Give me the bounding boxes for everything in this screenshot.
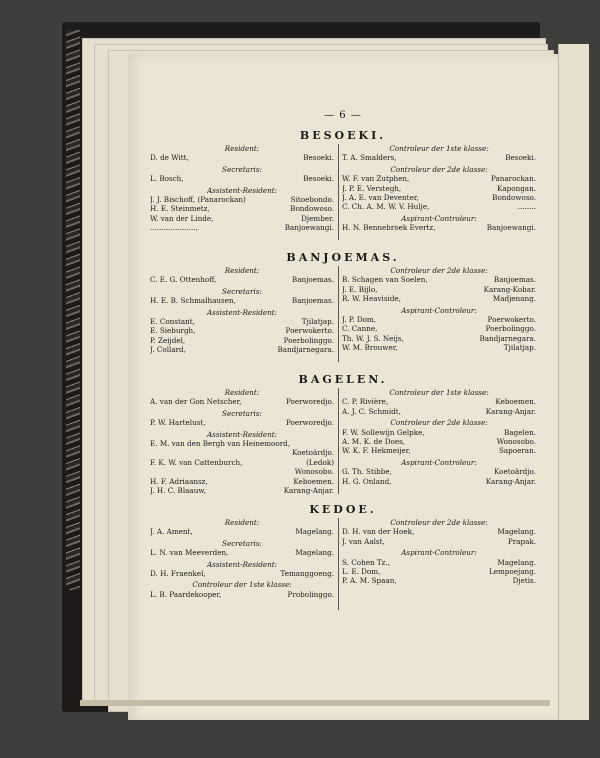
rank-heading: Secretaris: [222, 538, 262, 548]
location-continuation: Wonosobo. [294, 467, 334, 477]
right-column [342, 518, 536, 586]
rank-heading: Resident: [224, 388, 260, 397]
official-name: D. H. van der Hoek, [342, 527, 415, 537]
rank-heading: Secretaris: [222, 164, 262, 174]
official-location: Sapoeran. [498, 446, 536, 456]
official-location: Banjoemas. [493, 275, 536, 285]
official-name: A. van der Gon Netscher, [150, 397, 242, 407]
official-name: J. J. Bischoff, (Panarockan) [150, 195, 246, 205]
official-name: C. Ch. A. M. W. V. Hulje, [342, 202, 430, 212]
official-name: J. E. Bijlo, [342, 284, 378, 294]
official-name: H. G. Onland, [342, 476, 392, 486]
rank-heading: Assistent-Resident: [206, 307, 278, 317]
official-entry [342, 334, 536, 343]
rank-heading: Aspirant-Controleur: [401, 213, 477, 223]
page-stack-bottom [80, 700, 550, 706]
official-entry [342, 294, 536, 303]
rank-heading: Controleur der 2de klasse: [390, 164, 488, 174]
official-entry [342, 315, 536, 324]
section-kedoe [128, 502, 558, 610]
official-location: Djember. [301, 213, 334, 223]
column-divider [338, 144, 339, 240]
official-location: Karang-Anjar. [485, 476, 536, 486]
official-location: Bondowoso. [290, 204, 334, 214]
rank-heading: Aspirant-Controleur: [401, 548, 477, 558]
official-entry [342, 285, 536, 294]
official-entry [150, 153, 334, 162]
right-column [342, 144, 536, 233]
official-entry [150, 458, 334, 467]
official-entry [342, 174, 536, 183]
official-name: L. Bosch, [150, 174, 184, 184]
section-bagelen [128, 372, 558, 494]
official-location: Banjoemas. [291, 275, 334, 285]
official-entry [150, 336, 334, 345]
official-name: J. Collard, [150, 345, 186, 355]
official-entry [150, 195, 334, 204]
official-name: J. P. Dom, [342, 315, 377, 325]
official-name: C. P. Rivière, [342, 397, 389, 407]
official-location: Magelang. [295, 548, 334, 558]
official-name: W. van der Linde, [150, 213, 214, 223]
section-columns [150, 266, 536, 362]
official-entry [342, 223, 536, 232]
official-location: Temanggoeng. [280, 569, 334, 579]
rank-heading: Controleur der 2de klasse: [390, 418, 488, 428]
rank-heading: Controleur der 1ste klasse: [389, 388, 489, 397]
section-title: BESOEKI. [299, 129, 387, 142]
official-name: H. E. Steinmetz, [150, 204, 210, 214]
official-name: H. E. B. Schmalhausen, [150, 296, 236, 306]
section-columns [150, 388, 536, 494]
column-divider [338, 388, 339, 494]
official-location: Magelang. [497, 557, 536, 567]
official-entry [342, 407, 536, 416]
official-name: A. M. K. de Does, [342, 437, 406, 447]
official-entry [342, 558, 536, 567]
official-entry [342, 184, 536, 193]
official-name: W. K. F. Hekmeijer, [342, 446, 411, 456]
official-name: F. K. W. van Cattenburch, [150, 457, 243, 467]
left-column [150, 518, 334, 599]
rank-heading: Resident: [224, 266, 260, 275]
official-entry [342, 275, 536, 284]
official-location: Panarockan. [490, 174, 536, 184]
official-location: Besoeki. [303, 174, 334, 184]
left-column [150, 388, 334, 495]
official-entry [342, 437, 536, 446]
page-number: — 6 — [324, 110, 362, 121]
rank-heading: Assistent-Resident: [206, 185, 278, 195]
official-entry [342, 153, 536, 162]
rank-heading: Assistent-Resident: [206, 429, 278, 439]
official-location: Poerbolinggo. [283, 335, 334, 345]
official-entry [150, 486, 334, 495]
official-name: P. Zeijdel, [150, 335, 186, 345]
rank-heading: Resident: [224, 144, 260, 153]
official-location: ........ [517, 202, 536, 212]
section-columns [150, 144, 536, 240]
official-name: L. E. Dom, [342, 567, 381, 577]
official-entry [342, 527, 536, 536]
official-name: E. M. van den Bergh van Heinemoord, [150, 439, 291, 449]
official-location: Magelang. [295, 527, 334, 537]
official-name: E. Sieburgh, [150, 326, 196, 336]
official-entry [150, 439, 334, 448]
official-location: Koetoärdjo. [493, 467, 536, 477]
official-entry [342, 397, 536, 406]
official-entry [150, 326, 334, 335]
official-name: H. N. Bennebroek Evertz, [342, 223, 436, 233]
official-location: Sitoebondo. [290, 195, 334, 205]
official-entry [150, 418, 334, 427]
left-column [150, 266, 334, 355]
official-location: Banjoemas. [291, 296, 334, 306]
official-location: (Ledok) [306, 457, 334, 467]
official-location: Besoeki. [505, 153, 536, 163]
official-location: Poerworedjo. [285, 418, 334, 428]
official-location: Besoeki. [303, 153, 334, 163]
official-location: Bondowoso. [492, 193, 536, 203]
right-column [342, 266, 536, 353]
official-entry [342, 477, 536, 486]
official-location: Karang-Anjar. [283, 486, 334, 496]
official-name: D. de Witt, [150, 153, 189, 163]
official-entry [150, 590, 334, 599]
official-name: J. H. C. Blaauw, [150, 486, 206, 496]
official-name: R. W. Heaviside, [342, 294, 401, 304]
section-title: KEDOE. [309, 503, 377, 516]
official-name: H. F. Adriaansz, [150, 476, 208, 486]
official-entry [150, 477, 334, 486]
official-location: Karang-Anjar. [485, 406, 536, 416]
official-location: Banjoewangi. [486, 223, 536, 233]
marbled-edge [66, 30, 80, 590]
official-entry [342, 567, 536, 576]
official-location [331, 439, 334, 448]
rank-heading: Assistent-Resident: [206, 559, 278, 569]
official-name: A. J. C. Schmidt, [342, 406, 401, 416]
official-location: Poerwokerto. [285, 326, 334, 336]
official-name: E. Constant, [150, 317, 195, 327]
official-location: Magelang. [497, 527, 536, 537]
official-entry [150, 527, 334, 536]
official-name: D. H. Fraenkel, [150, 569, 206, 579]
rank-heading: Resident: [224, 518, 260, 527]
official-entry [342, 467, 536, 476]
official-location: Bandjarnegara. [277, 345, 334, 355]
official-name: W. M. Brouwer, [342, 343, 398, 353]
section-banjoemas [128, 250, 558, 362]
official-name: J. P. E. Verstegh, [342, 183, 402, 193]
official-location: Wonosobo. [496, 437, 536, 447]
official-entry [342, 202, 536, 211]
official-name: G. Th. Stibbe, [342, 467, 392, 477]
official-location: Prapak. [507, 536, 536, 546]
rank-heading: Controleur der 2de klasse: [390, 266, 488, 275]
official-name: L. N. van Meeverden, [150, 548, 229, 558]
official-name: L. B. Paardekooper, [150, 589, 222, 599]
official-name: J. van Aalst, [342, 536, 385, 546]
official-entry [342, 537, 536, 546]
official-entry [150, 275, 334, 284]
rank-heading: Aspirant-Controleur: [401, 305, 477, 315]
rank-heading: Controleur der 1ste klasse: [389, 144, 489, 153]
official-entry [342, 324, 536, 333]
official-entry [342, 576, 536, 585]
right-column [342, 388, 536, 486]
official-location: Lempoejang. [488, 567, 536, 577]
rank-heading: Aspirant-Controleur: [401, 457, 477, 467]
official-name: C. E. G. Ottenhoff, [150, 275, 217, 285]
official-name: T. A. Smalders, [342, 153, 397, 163]
section-columns [150, 518, 536, 610]
official-location: Keboemen. [293, 476, 334, 486]
facing-page-edge [558, 44, 589, 720]
official-location: Poerbolinggo. [485, 324, 536, 334]
location-continuation: Koetoärdjo. [291, 448, 334, 458]
official-location: Kapongan. [496, 183, 536, 193]
official-entry [150, 296, 334, 305]
official-name: P. W. Hartelust, [150, 418, 206, 428]
official-location: Banjoewangi. [284, 223, 334, 233]
column-divider [338, 518, 339, 610]
official-name: J. A. E. van Deventer, [342, 193, 419, 203]
official-entry [150, 548, 334, 557]
official-entry [150, 569, 334, 578]
official-entry [150, 317, 334, 326]
official-entry [342, 428, 536, 437]
official-entry [150, 174, 334, 183]
section-title: BANJOEMAS. [286, 251, 400, 264]
official-entry [150, 204, 334, 213]
official-entry [342, 193, 536, 202]
official-name: Th. W. J. S. Neijs, [342, 333, 404, 343]
rank-heading: Secretaris: [222, 286, 262, 296]
column-divider [338, 266, 339, 362]
section-besoeki [128, 128, 558, 240]
official-location: Tjilatjap. [301, 317, 334, 327]
official-entry [342, 343, 536, 352]
official-location: Probolinggo. [287, 589, 334, 599]
official-entry [150, 214, 334, 223]
official-location: Poerwokerto. [487, 315, 536, 325]
official-name: W. F. van Zutphen, [342, 174, 410, 184]
rank-heading: Controleur der 2de klasse: [390, 518, 488, 527]
official-name: C. Canne, [342, 324, 378, 334]
official-entry [342, 446, 536, 455]
official-location: Madjenang. [492, 294, 536, 304]
official-location: Poerworedjo. [285, 397, 334, 407]
official-location: Tjilatjap. [503, 343, 536, 353]
book-page [128, 54, 558, 720]
official-name: ...................., [150, 223, 198, 233]
official-location: Djetis. [512, 576, 536, 586]
official-location: Keboemen. [495, 397, 536, 407]
official-name: B. Schagen van Soelen, [342, 275, 428, 285]
rank-heading: Secretaris: [222, 408, 262, 418]
section-title: BAGELEN. [298, 373, 388, 386]
official-name: P. A. M. Spaan, [342, 576, 397, 586]
official-entry [150, 397, 334, 406]
official-location: Bagelen. [504, 427, 536, 437]
official-name: S. Cohen Tz., [342, 557, 391, 567]
official-entry [150, 223, 334, 232]
official-name: J. A. Ament, [150, 527, 193, 537]
official-location: Bandjarnegara. [479, 333, 536, 343]
official-name: F. W. Sollewijn Gelpke, [342, 427, 425, 437]
official-entry [150, 345, 334, 354]
left-column [150, 144, 334, 233]
official-location: Karang-Kobar. [483, 284, 536, 294]
rank-heading: Controleur der 1ste klasse: [192, 580, 292, 590]
